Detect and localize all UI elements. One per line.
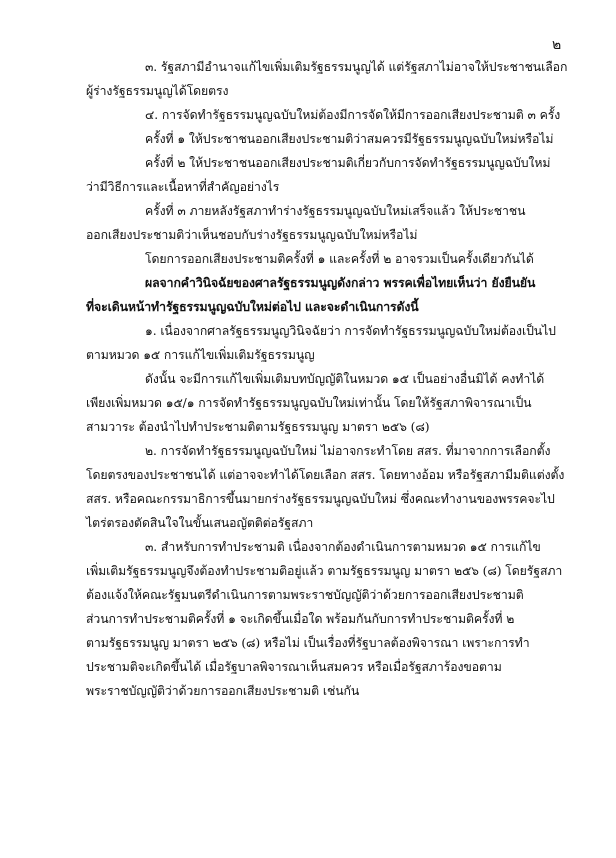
paragraph-line: ดังนั้น จะมีการแก้ไขเพิ่มเติมบทบัญญัติในหมวด ๑๕ เป็นอย่างอื่นมิได้ คงทำได้ [145, 372, 545, 386]
paragraph-line: ประชามติจะเกิดขึ้นได้ เมื่อรัฐบาลพิจารณาเห็นสมควร หรือเมื่อรัฐสภาร้องขอตาม [86, 660, 502, 674]
paragraph-line: ต้องแจ้งให้คณะรัฐมนตรีดำเนินการตามพระราชบัญญัติว่าด้วยการออกเสียงประชามติ [86, 588, 524, 602]
paragraph-line: ๒. การจัดทำรัฐธรรมนูญฉบับใหม่ ไม่อาจกระทำโดย สสร. ที่มาจากการเลือกตั้ง [145, 444, 551, 458]
paragraph-line: ครั้งที่ ๑ ให้ประชาชนออกเสียงประชามติว่าสมควรมีรัฐธรรมนูญฉบับใหม่หรือไม่ [145, 132, 554, 146]
paragraph-line: ไตร่ตรองตัดสินใจในขั้นเสนอญัตติต่อรัฐสภา [86, 516, 314, 530]
bold-heading-line: ที่จะเดินหน้าทำรัฐธรรมนูญฉบับใหม่ต่อไป และจะดำเนินการดังนี้ [86, 299, 419, 314]
page-number: ๒ [552, 37, 562, 53]
paragraph-line: ครั้งที่ ๒ ให้ประชาชนออกเสียงประชามติเกี่ยวกับการจัดทำรัฐธรรมนูญฉบับใหม่ [145, 156, 551, 170]
paragraph-line: ส่วนการทำประชามติครั้งที่ ๑ จะเกิดขึ้นเมื่อใด พร้อมกันกับการทำประชามติครั้งที่ ๒ [86, 612, 515, 626]
paragraph-line: ๔. การจัดทำรัฐธรรมนูญฉบับใหม่ต้องมีการจัดให้มีการออกเสียงประชามติ ๓ ครั้ง [145, 108, 561, 122]
paragraph-line: เพิ่มเติมรัฐธรรมนูญจึงต้องทำประชามติอยู่แล้ว ตามรัฐธรรมนูญ มาตรา ๒๕๖ (๘) โดยรัฐสภา [86, 564, 563, 578]
paragraph-line: โดยตรงของประชาชนได้ แต่อาจจะทำได้โดยเลือก สสร. โดยทางอ้อม หรือรัฐสภามีมติแต่งตั้ง [86, 468, 565, 482]
paragraph-line: ว่ามีวิธีการและเนื้อหาที่สำคัญอย่างไร [86, 180, 280, 194]
paragraph-line: ๓. สำหรับการทำประชามติ เนื่องจากต้องดำเนินการตามหมวด ๑๕ การแก้ไข [145, 540, 541, 554]
paragraph-line: ผู้ร่างรัฐธรรมนูญได้โดยตรง [86, 84, 229, 98]
paragraph-line: ครั้งที่ ๓ ภายหลังรัฐสภาทำร่างรัฐธรรมนูญฉบับใหม่เสร็จแล้ว ให้ประชาชน [145, 204, 526, 218]
paragraph-line: ตามหมวด ๑๕ การแก้ไขเพิ่มเติมรัฐธรรมนูญ [86, 348, 315, 362]
bold-heading-line: ผลจากคำวินิจฉัยของศาลรัฐธรรมนูญดังกล่าว พรรคเพื่อไทยเห็นว่า ยังยืนยัน [145, 275, 536, 290]
paragraph-line: ๑. เนื่องจากศาลรัฐธรรมนูญวินิจฉัยว่า การจัดทำรัฐธรรมนูญฉบับใหม่ต้องเป็นไป [145, 324, 556, 338]
paragraph-line: ๓. รัฐสภามีอำนาจแก้ไขเพิ่มเติมรัฐธรรมนูญได้ แต่รัฐสภาไม่อาจให้ประชาชนเลือก [145, 60, 568, 74]
paragraph-line: พระราชบัญญัติว่าด้วยการออกเสียงประชามติ เช่นกัน [86, 684, 360, 698]
paragraph-line: สสร. หรือคณะกรรมาธิการขึ้นมายกร่างรัฐธรรมนูญฉบับใหม่ ซึ่งคณะทำงานของพรรคจะไป [86, 492, 555, 506]
paragraph-line: เพียงเพิ่มหมวด ๑๕/๑ การจัดทำรัฐธรรมนูญฉบับใหม่เท่านั้น โดยให้รัฐสภาพิจารณาเป็น [86, 396, 532, 410]
paragraph-line: สามวาระ ต้องนำไปทำประชามติตามรัฐธรรมนูญ มาตรา ๒๕๖ (๘) [86, 420, 430, 434]
paragraph-line: โดยการออกเสียงประชามติครั้งที่ ๑ และครั้งที่ ๒ อาจรวมเป็นครั้งเดียวกันได้ [145, 252, 534, 266]
paragraph-line: ตามรัฐธรรมนูญ มาตรา ๒๕๖ (๘) หรือไม่ เป็นเรื่องที่รัฐบาลต้องพิจารณา เพราะการทำ [86, 636, 530, 650]
paragraph-line: ออกเสียงประชามติว่าเห็นชอบกับร่างรัฐธรรมนูญฉบับใหม่หรือไม่ [86, 228, 418, 242]
